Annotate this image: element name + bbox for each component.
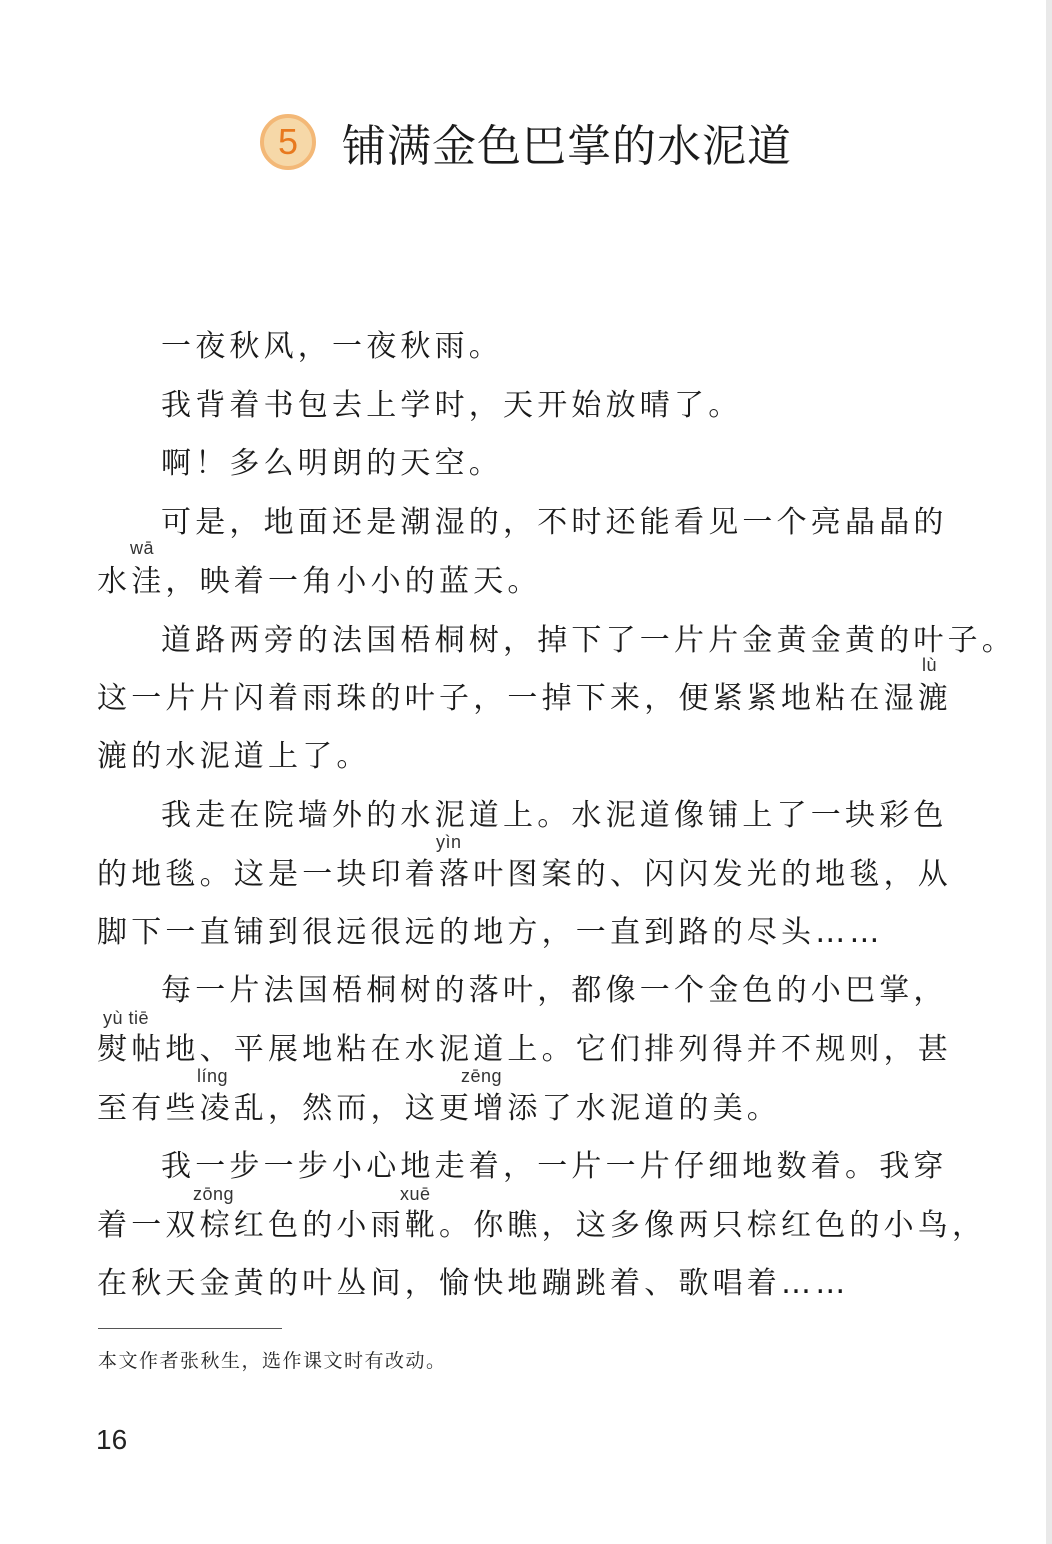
text-line: [0, 621, 1052, 681]
paragraph-4-line-1: 可是，地面还是潮湿的，不时还能看见一个亮晶晶的: [161, 505, 948, 540]
paragraph-7-line-3: 至有些凌乱，然而，这更增添了水泥道的美。: [97, 1091, 781, 1126]
text-line: [0, 1264, 1052, 1324]
paragraph-6-line-3: 脚下一直铺到很远很远的地方，一直到路的尽头……: [97, 915, 884, 950]
paragraph-8-line-2: 着一双棕红色的小雨靴。你瞧，这多像两只棕红色的小鸟，: [97, 1208, 987, 1243]
paragraph-2-line-1: 我背着书包去上学时，天开始放晴了。: [161, 388, 743, 423]
paragraph-6-line-2: 的地毯。这是一块印着落叶图案的、闪闪发光的地毯，从: [97, 857, 952, 892]
paragraph-8-line-3: 在秋天金黄的叶丛间，愉快地蹦跳着、歌唱着……: [97, 1266, 850, 1301]
paragraph-6-line-1: 我走在院墙外的水泥道上。水泥道像铺上了一块彩色: [161, 798, 948, 833]
text-line: [0, 1206, 1052, 1266]
pinyin-xue: xuē: [400, 1184, 431, 1204]
text-line: [0, 737, 1052, 797]
text-line: [0, 1147, 1052, 1207]
paragraph-4-line-2: 水洼，映着一角小小的蓝天。: [97, 564, 542, 599]
paragraph-5-line-1: 道路两旁的法国梧桐树，掉下了一片片金黄金黄的叶子。: [161, 623, 1016, 658]
pinyin-wa: wā: [130, 538, 155, 558]
lesson-title: 铺满金色巴掌的水泥道: [342, 121, 792, 172]
text-line: [0, 503, 1052, 563]
pinyin-zeng: zēng: [461, 1066, 503, 1086]
pinyin-zong: zōng: [193, 1184, 235, 1204]
text-line: [0, 327, 1052, 387]
text-line: [0, 1089, 1052, 1149]
paragraph-3-line-1: 啊！多么明朗的天空。: [161, 446, 503, 481]
lesson-number: 5: [277, 121, 299, 162]
text-line: [0, 855, 1052, 915]
paragraph-8-line-1: 我一步一步小心地走着，一片一片仔细地数着。我穿: [161, 1149, 948, 1184]
footnote: 本文作者张秋生，选作课文时有改动。: [98, 1350, 447, 1372]
text-line: [0, 386, 1052, 446]
paragraph-7-line-2: 熨帖地、平展地粘在水泥道上。它们排列得并不规则，甚: [97, 1032, 952, 1067]
pinyin-yin: yìn: [436, 832, 462, 852]
pinyin-yu-tie: yù tiē: [103, 1008, 150, 1028]
pinyin-ling: líng: [197, 1066, 229, 1086]
text-line: [0, 913, 1052, 973]
text-line: [0, 444, 1052, 504]
page-number: 16: [96, 1424, 128, 1455]
lesson-header: [0, 110, 1052, 174]
paragraph-5-line-3: 漉的水泥道上了。: [97, 739, 371, 774]
paragraph-5-line-2: 这一片片闪着雨珠的叶子，一掉下来，便紧紧地粘在湿漉: [97, 681, 952, 716]
footnote-divider: [98, 1328, 282, 1329]
text-line: [0, 971, 1052, 1031]
text-line: [0, 1030, 1052, 1090]
lesson-number-badge: [260, 114, 316, 170]
text-line: [0, 679, 1052, 739]
paragraph-7-line-1: 每一片法国梧桐树的落叶，都像一个金色的小巴掌，: [161, 973, 948, 1008]
pinyin-lu: lù: [922, 655, 938, 675]
text-line: [0, 562, 1052, 622]
text-line: [0, 796, 1052, 856]
paragraph-1-line-1: 一夜秋风，一夜秋雨。: [161, 329, 503, 364]
